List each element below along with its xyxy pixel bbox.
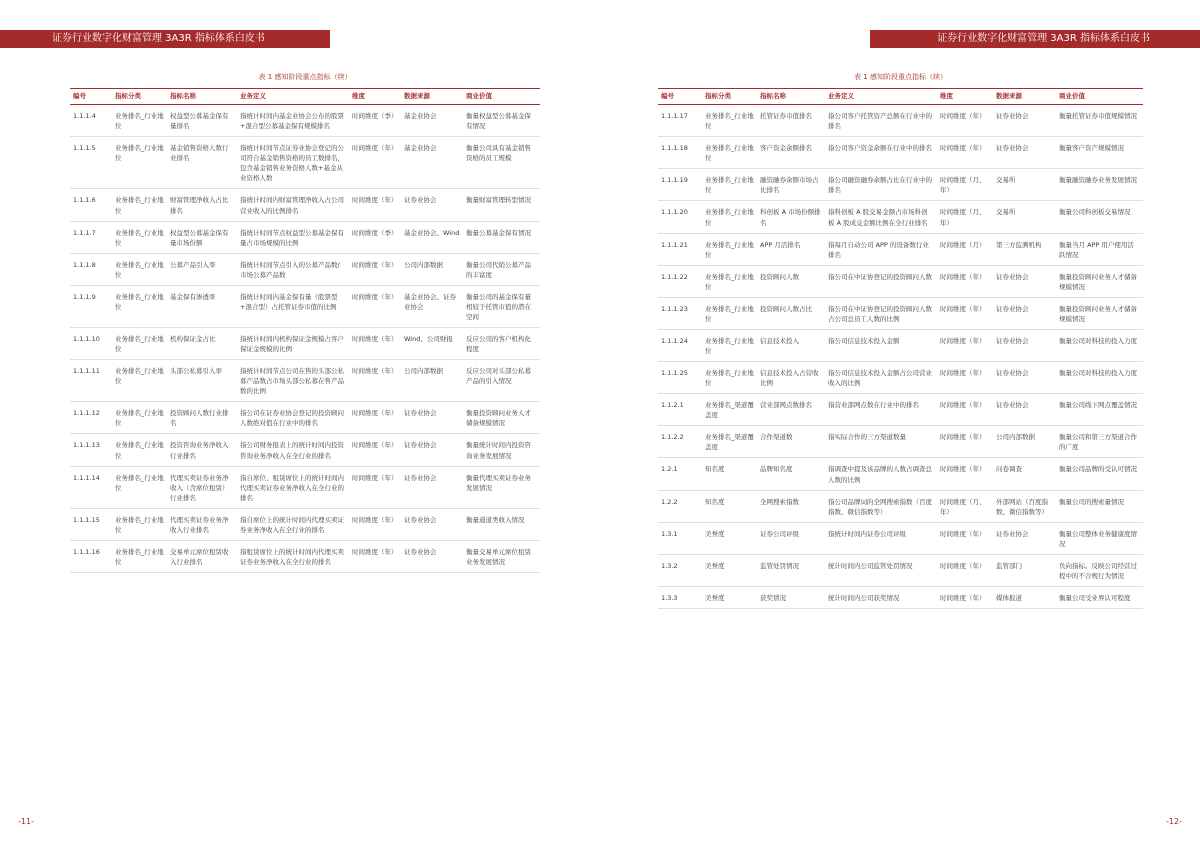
cell-definition: 指租赁席位上的统计时间内代理买卖证券业务净收入在全行业的排名 (237, 540, 349, 572)
table-row (70, 402, 540, 434)
col-header-name: 指标名称 (167, 89, 237, 105)
table-row (70, 189, 540, 221)
cell-dimension: 时间维度（季） (349, 221, 401, 253)
cell-id: 1.1.1.9 (70, 285, 112, 327)
table-header-row (70, 89, 540, 105)
cell-definition: 指公司品牌词的全网搜索指数（百度指数、微信指数等） (825, 490, 937, 522)
cell-source: 交易所 (993, 169, 1056, 201)
cell-id: 1.1.1.7 (70, 221, 112, 253)
page-number-right: -12- (1166, 817, 1182, 826)
cell-name: APP 月活排名 (757, 233, 825, 265)
cell-id: 1.2.2 (658, 490, 702, 522)
cell-category: 美誉度 (702, 554, 757, 586)
col-header-dimension: 维度 (937, 89, 993, 105)
cell-id: 1.1.2.1 (658, 394, 702, 426)
cell-name: 科创板 A 市场份额排名 (757, 201, 825, 233)
cell-dimension: 时间维度（年） (937, 265, 993, 297)
cell-dimension: 时间维度（季） (349, 105, 401, 137)
table-row (70, 508, 540, 540)
page-number-left: -11- (18, 817, 34, 826)
cell-name: 获奖情况 (757, 586, 825, 608)
cell-value: 衡量代理买卖证券业务发展情况 (463, 466, 540, 508)
table-row (658, 554, 1143, 586)
table-row (70, 221, 540, 253)
cell-source: 证券业协会 (401, 540, 463, 572)
cell-category: 业务排名_行业地位 (112, 402, 167, 434)
cell-name: 营业部网点数排名 (757, 394, 825, 426)
cell-name: 机构保证金占比 (167, 328, 237, 360)
table-row (70, 466, 540, 508)
cell-source: 证券业协会 (993, 105, 1056, 137)
cell-source: 基金业协会 (401, 137, 463, 189)
cell-value: 衡量公司代销公募产品的丰富度 (463, 253, 540, 285)
cell-source: 基金业协会、证券业协会 (401, 285, 463, 327)
table-row (658, 490, 1143, 522)
cell-id: 1.3.1 (658, 522, 702, 554)
cell-source: 证券业协会 (993, 329, 1056, 361)
table-row (658, 586, 1143, 608)
cell-dimension: 时间维度（年） (937, 394, 993, 426)
cell-category: 业务排名_行业地位 (702, 362, 757, 394)
cell-dimension: 时间维度（年） (937, 297, 993, 329)
cell-name: 头部公私募引入率 (167, 360, 237, 402)
cell-category: 业务排名_渠道覆盖度 (702, 394, 757, 426)
cell-dimension: 时间维度（年） (349, 189, 401, 221)
cell-dimension: 时间维度（月、年） (937, 490, 993, 522)
cell-value: 衡量融资融券业务发展情况 (1056, 169, 1143, 201)
cell-dimension: 时间维度（年） (349, 434, 401, 466)
cell-id: 1.1.1.17 (658, 105, 702, 137)
cell-id: 1.1.1.4 (70, 105, 112, 137)
cell-category: 业务排名_行业地位 (112, 285, 167, 327)
cell-dimension: 时间维度（年） (349, 253, 401, 285)
indicator-table-left (70, 88, 540, 573)
table-row (70, 540, 540, 572)
page-right (600, 0, 1200, 849)
cell-definition: 指公司在中证协登记的投资顾问人数 (825, 265, 937, 297)
table-row (70, 360, 540, 402)
cell-definition: 指自席位上的统计时间内代理买卖证券业务净收入在全行业的排名 (237, 508, 349, 540)
cell-value: 衡量投资顾问业务人才储备规模情况 (1056, 297, 1143, 329)
indicator-table-right (658, 88, 1143, 609)
cell-category: 美誉度 (702, 586, 757, 608)
cell-value: 衡量公司科创板交易情况 (1056, 201, 1143, 233)
cell-name: 客户资金余额排名 (757, 137, 825, 169)
cell-category: 业务排名_行业地位 (112, 253, 167, 285)
cell-name: 信息技术投入占营收比例 (757, 362, 825, 394)
cell-definition: 指统计时间内机构保证金规模占客户保证金规模的比例 (237, 328, 349, 360)
cell-name: 投资顾问人数行业排名 (167, 402, 237, 434)
table-row (658, 394, 1143, 426)
cell-value: 衡量托管证券市值规模情况 (1056, 105, 1143, 137)
cell-id: 1.1.1.19 (658, 169, 702, 201)
cell-dimension: 时间维度（年） (349, 466, 401, 508)
cell-id: 1.3.3 (658, 586, 702, 608)
table-row (658, 458, 1143, 490)
cell-dimension: 时间维度（年） (937, 329, 993, 361)
cell-category: 业务排名_行业地位 (112, 360, 167, 402)
cell-definition: 指公司客户资金余额在行业中的排名 (825, 137, 937, 169)
cell-category: 业务排名_行业地位 (702, 233, 757, 265)
col-header-source: 数据来源 (993, 89, 1056, 105)
cell-definition: 指公司融资融券余额占比在行业中的排名 (825, 169, 937, 201)
cell-category: 业务排名_行业地位 (702, 169, 757, 201)
table-row (70, 285, 540, 327)
cell-source: 证券业协会 (993, 522, 1056, 554)
cell-definition: 指统计时间节点证券业协会登记的公司符合基金销售资格的员工数排名，包含基金销售业务资格人数+基金从业资格人数 (237, 137, 349, 189)
cell-name: 基金保有渗透率 (167, 285, 237, 327)
cell-id: 1.1.1.6 (70, 189, 112, 221)
cell-name: 代理买卖证券业务净收入行业排名 (167, 508, 237, 540)
cell-category: 业务排名_行业地位 (112, 189, 167, 221)
cell-value: 衡量公司品牌的受认可情况 (1056, 458, 1143, 490)
table-header-row (658, 89, 1143, 105)
cell-category: 业务排名_行业地位 (112, 434, 167, 466)
cell-source: 媒体报道 (993, 586, 1056, 608)
cell-definition: 统计时间内公司获奖情况 (825, 586, 937, 608)
cell-value: 衡量客户资产规模情况 (1056, 137, 1143, 169)
cell-source: Wind、公司财报 (401, 328, 463, 360)
cell-source: 第三方监测机构 (993, 233, 1056, 265)
cell-id: 1.1.1.5 (70, 137, 112, 189)
cell-source: 监管部门 (993, 554, 1056, 586)
cell-source: 证券业协会 (401, 508, 463, 540)
cell-dimension: 时间维度（年） (349, 137, 401, 189)
cell-source: 基金业协会 (401, 105, 463, 137)
cell-id: 1.1.1.11 (70, 360, 112, 402)
col-header-name: 指标名称 (757, 89, 825, 105)
cell-definition: 指公司信息技术投入金额 (825, 329, 937, 361)
cell-id: 1.1.1.21 (658, 233, 702, 265)
table-row (658, 137, 1143, 169)
cell-source: 证券业协会 (401, 466, 463, 508)
cell-value: 衡量财富管理转型情况 (463, 189, 540, 221)
table-row (658, 297, 1143, 329)
cell-definition: 指营业部网点数在行业中的排名 (825, 394, 937, 426)
cell-definition: 指公司在中证协登记的投资顾问人数占公司总员工人数的比例 (825, 297, 937, 329)
table-row (70, 105, 540, 137)
cell-dimension: 时间维度（年） (349, 540, 401, 572)
cell-name: 托管证券市值排名 (757, 105, 825, 137)
cell-value: 衡量统计时间内投资咨询业务发展情况 (463, 434, 540, 466)
cell-dimension: 时间维度（年） (937, 105, 993, 137)
cell-source: 证券业协会 (993, 265, 1056, 297)
cell-definition: 指统计时间节点权益型公募基金保有量占市场规模的比例 (237, 221, 349, 253)
cell-value: 反应公司的客户机构化程度 (463, 328, 540, 360)
col-header-id: 编号 (658, 89, 702, 105)
cell-definition: 指统计时间节点引入的公募产品数/市场公募产品数 (237, 253, 349, 285)
cell-name: 权益型公募基金保有量排名 (167, 105, 237, 137)
cell-id: 1.3.2 (658, 554, 702, 586)
cell-value: 衡量公司的搜索量情况 (1056, 490, 1143, 522)
cell-name: 信息技术投入 (757, 329, 825, 361)
cell-value: 衡量公司和第三方渠道合作的广度 (1056, 426, 1143, 458)
cell-name: 监管处罚情况 (757, 554, 825, 586)
cell-definition: 指公司客户托管资产总额在行业中的排名 (825, 105, 937, 137)
cell-id: 1.1.1.18 (658, 137, 702, 169)
cell-value: 衡量公司整体业务健康度情况 (1056, 522, 1143, 554)
col-header-definition: 业务定义 (237, 89, 349, 105)
cell-name: 品牌知名度 (757, 458, 825, 490)
cell-value: 衡量公司受业界认可程度 (1056, 586, 1143, 608)
cell-name: 代理买卖证券业务净收入（含席位租赁）行业排名 (167, 466, 237, 508)
cell-dimension: 时间维度（年） (937, 586, 993, 608)
cell-source: 证券业协会 (401, 189, 463, 221)
cell-dimension: 时间维度（年） (937, 137, 993, 169)
cell-category: 业务排名_行业地位 (702, 201, 757, 233)
cell-definition: 指统计时间节点公司在售的头部公私募产品数占市场头部公私募在售产品数的比例 (237, 360, 349, 402)
cell-category: 业务排名_渠道覆盖度 (702, 426, 757, 458)
cell-name: 投资顾问人数占比 (757, 297, 825, 329)
cell-value: 衡量投资顾问业务人才储备规模情况 (1056, 265, 1143, 297)
table-row (658, 426, 1143, 458)
cell-value: 衡量通道类收入情况 (463, 508, 540, 540)
cell-id: 1.1.1.12 (70, 402, 112, 434)
cell-source: 证券业协会 (993, 394, 1056, 426)
cell-source: 证券业协会 (993, 297, 1056, 329)
cell-source: 交易所 (993, 201, 1056, 233)
cell-category: 业务排名_行业地位 (702, 297, 757, 329)
cell-dimension: 时间维度（年） (349, 285, 401, 327)
cell-definition: 指公司信息技术投入金额占公司营业收入的比例 (825, 362, 937, 394)
cell-dimension: 时间维度（年） (349, 402, 401, 434)
cell-category: 知名度 (702, 490, 757, 522)
cell-dimension: 时间维度（年） (349, 360, 401, 402)
col-header-id: 编号 (70, 89, 112, 105)
col-header-value: 商业价值 (463, 89, 540, 105)
cell-category: 业务排名_行业地位 (702, 265, 757, 297)
col-header-dimension: 维度 (349, 89, 401, 105)
cell-value: 衡量公司具有基金销售资格的员工规模 (463, 137, 540, 189)
cell-value: 衡量公司对科技的投入力度 (1056, 329, 1143, 361)
col-header-category: 指标分类 (702, 89, 757, 105)
cell-category: 业务排名_行业地位 (112, 466, 167, 508)
cell-name: 权益型公募基金保有量市场份额 (167, 221, 237, 253)
cell-source: 证券业协会 (993, 137, 1056, 169)
table-row (658, 169, 1143, 201)
cell-id: 1.2.1 (658, 458, 702, 490)
header-banner-left: 证券行业数字化财富管理 3A3R 指标体系白皮书 (0, 30, 330, 48)
cell-source: 证券业协会 (401, 434, 463, 466)
cell-dimension: 时间维度（年） (937, 426, 993, 458)
cell-definition: 指统计时间内财富管理净收入占公司营业收入的比例排名 (237, 189, 349, 221)
cell-id: 1.1.1.16 (70, 540, 112, 572)
col-header-category: 指标分类 (112, 89, 167, 105)
cell-definition: 指每月自动公司 APP 的设备数行业排名 (825, 233, 937, 265)
cell-category: 业务排名_行业地位 (112, 137, 167, 189)
cell-id: 1.1.1.14 (70, 466, 112, 508)
cell-source: 公司内部数据 (401, 360, 463, 402)
table-row (658, 265, 1143, 297)
cell-dimension: 时间维度（年） (937, 522, 993, 554)
cell-source: 证券业协会 (993, 362, 1056, 394)
cell-definition: 指公司财务报表上的统计时间内投资咨询业务净收入在全行业的排名 (237, 434, 349, 466)
cell-name: 财富管理净收入占比排名 (167, 189, 237, 221)
cell-category: 业务排名_行业地位 (112, 540, 167, 572)
cell-definition: 指统计时间内基金保有量（股票型+混合型）占托管证券市值的比例 (237, 285, 349, 327)
cell-source: 基金业协会、Wind (401, 221, 463, 253)
table-row (658, 201, 1143, 233)
cell-definition: 统计时间内公司监管处罚情况 (825, 554, 937, 586)
cell-definition: 指公司在证券业协会登记的投资顾问人数绝对值在行业中的排名 (237, 402, 349, 434)
table-body-right (658, 105, 1143, 609)
cell-name: 投资咨询业务净收入行业排名 (167, 434, 237, 466)
cell-definition: 指自席位、租赁席位上的统计时间内代理买卖证券业务净收入在全行业的排名 (237, 466, 349, 508)
cell-source: 证券业协会 (401, 402, 463, 434)
cell-dimension: 时间维度（年） (937, 362, 993, 394)
cell-name: 交易单元席位租赁收入行业排名 (167, 540, 237, 572)
cell-value: 衡量交易单元席位租赁业务发展情况 (463, 540, 540, 572)
table-caption-right: 表 1 感知阶段重点指标（续） (854, 73, 947, 81)
cell-name: 基金销售资格人数行业排名 (167, 137, 237, 189)
table-row (658, 522, 1143, 554)
cell-name: 公募产品引入率 (167, 253, 237, 285)
cell-definition: 指统计时间内证券公司评级 (825, 522, 937, 554)
cell-dimension: 时间维度（年） (349, 328, 401, 360)
cell-name: 融资融券余额市场占比排名 (757, 169, 825, 201)
cell-source: 外部网站（百度指数、微信指数等） (993, 490, 1056, 522)
header-banner-right: 证券行业数字化财富管理 3A3R 指标体系白皮书 (870, 30, 1200, 48)
cell-id: 1.1.1.8 (70, 253, 112, 285)
cell-category: 业务排名_行业地位 (112, 328, 167, 360)
table-row (70, 137, 540, 189)
cell-source: 公司内部数据 (401, 253, 463, 285)
cell-value: 衡量公司对科技的投入力度 (1056, 362, 1143, 394)
cell-dimension: 时间维度（年） (937, 458, 993, 490)
cell-value: 衡量公司线下网点覆盖情况 (1056, 394, 1143, 426)
cell-definition: 指科创板 A 股交易金额占市场科创板 A 股成交金额比例在全行业排名 (825, 201, 937, 233)
cell-id: 1.1.2.2 (658, 426, 702, 458)
cell-category: 业务排名_行业地位 (112, 508, 167, 540)
table-row (658, 105, 1143, 137)
cell-dimension: 时间维度（月、年） (937, 201, 993, 233)
cell-value: 衡量公募基金保有情况 (463, 221, 540, 253)
cell-definition: 指统计时间内基金业协会公布的股票+混合型公募基金保有规模排名 (237, 105, 349, 137)
table-row (70, 434, 540, 466)
table-row (658, 362, 1143, 394)
cell-value: 衡量当月 APP 用户使用活跃情况 (1056, 233, 1143, 265)
cell-value: 衡量投资顾问业务人才储备规模情况 (463, 402, 540, 434)
table-body-left (70, 105, 540, 573)
table-row (658, 329, 1143, 361)
cell-source: 公司内部数据 (993, 426, 1056, 458)
cell-id: 1.1.1.22 (658, 265, 702, 297)
col-header-value: 商业价值 (1056, 89, 1143, 105)
cell-value: 衡量公司的基金保有量相较于托管市值的潜在空间 (463, 285, 540, 327)
col-header-source: 数据来源 (401, 89, 463, 105)
cell-id: 1.1.1.20 (658, 201, 702, 233)
cell-id: 1.1.1.15 (70, 508, 112, 540)
cell-name: 证券公司评级 (757, 522, 825, 554)
cell-value: 反应公司对头部公私募产品的引入情况 (463, 360, 540, 402)
cell-id: 1.1.1.24 (658, 329, 702, 361)
cell-value: 负向指标。反映公司经营过程中的不合规行为情况 (1056, 554, 1143, 586)
cell-category: 业务排名_行业地位 (702, 105, 757, 137)
cell-definition: 指调查中提及该品牌的人数占调查总人数的比例 (825, 458, 937, 490)
cell-dimension: 时间维度（年） (937, 554, 993, 586)
cell-id: 1.1.1.25 (658, 362, 702, 394)
cell-dimension: 时间维度（年） (349, 508, 401, 540)
cell-name: 全网搜索指数 (757, 490, 825, 522)
cell-name: 合作渠道数 (757, 426, 825, 458)
table-caption-left: 表 1 感知阶段重点指标（续） (258, 73, 352, 81)
cell-id: 1.1.1.10 (70, 328, 112, 360)
cell-id: 1.1.1.23 (658, 297, 702, 329)
cell-source: 问卷调查 (993, 458, 1056, 490)
cell-category: 美誉度 (702, 522, 757, 554)
cell-id: 1.1.1.13 (70, 434, 112, 466)
table-row (70, 328, 540, 360)
cell-name: 投资顾问人数 (757, 265, 825, 297)
cell-category: 知名度 (702, 458, 757, 490)
table-row (70, 253, 540, 285)
cell-definition: 指实际合作的三方渠道数量 (825, 426, 937, 458)
cell-value: 衡量权益型公募基金保有情况 (463, 105, 540, 137)
cell-dimension: 时间维度（月） (937, 233, 993, 265)
cell-category: 业务排名_行业地位 (112, 221, 167, 253)
cell-dimension: 时间维度（月、年） (937, 169, 993, 201)
table-row (658, 233, 1143, 265)
col-header-definition: 业务定义 (825, 89, 937, 105)
cell-category: 业务排名_行业地位 (702, 137, 757, 169)
cell-category: 业务排名_行业地位 (112, 105, 167, 137)
cell-category: 业务排名_行业地位 (702, 329, 757, 361)
